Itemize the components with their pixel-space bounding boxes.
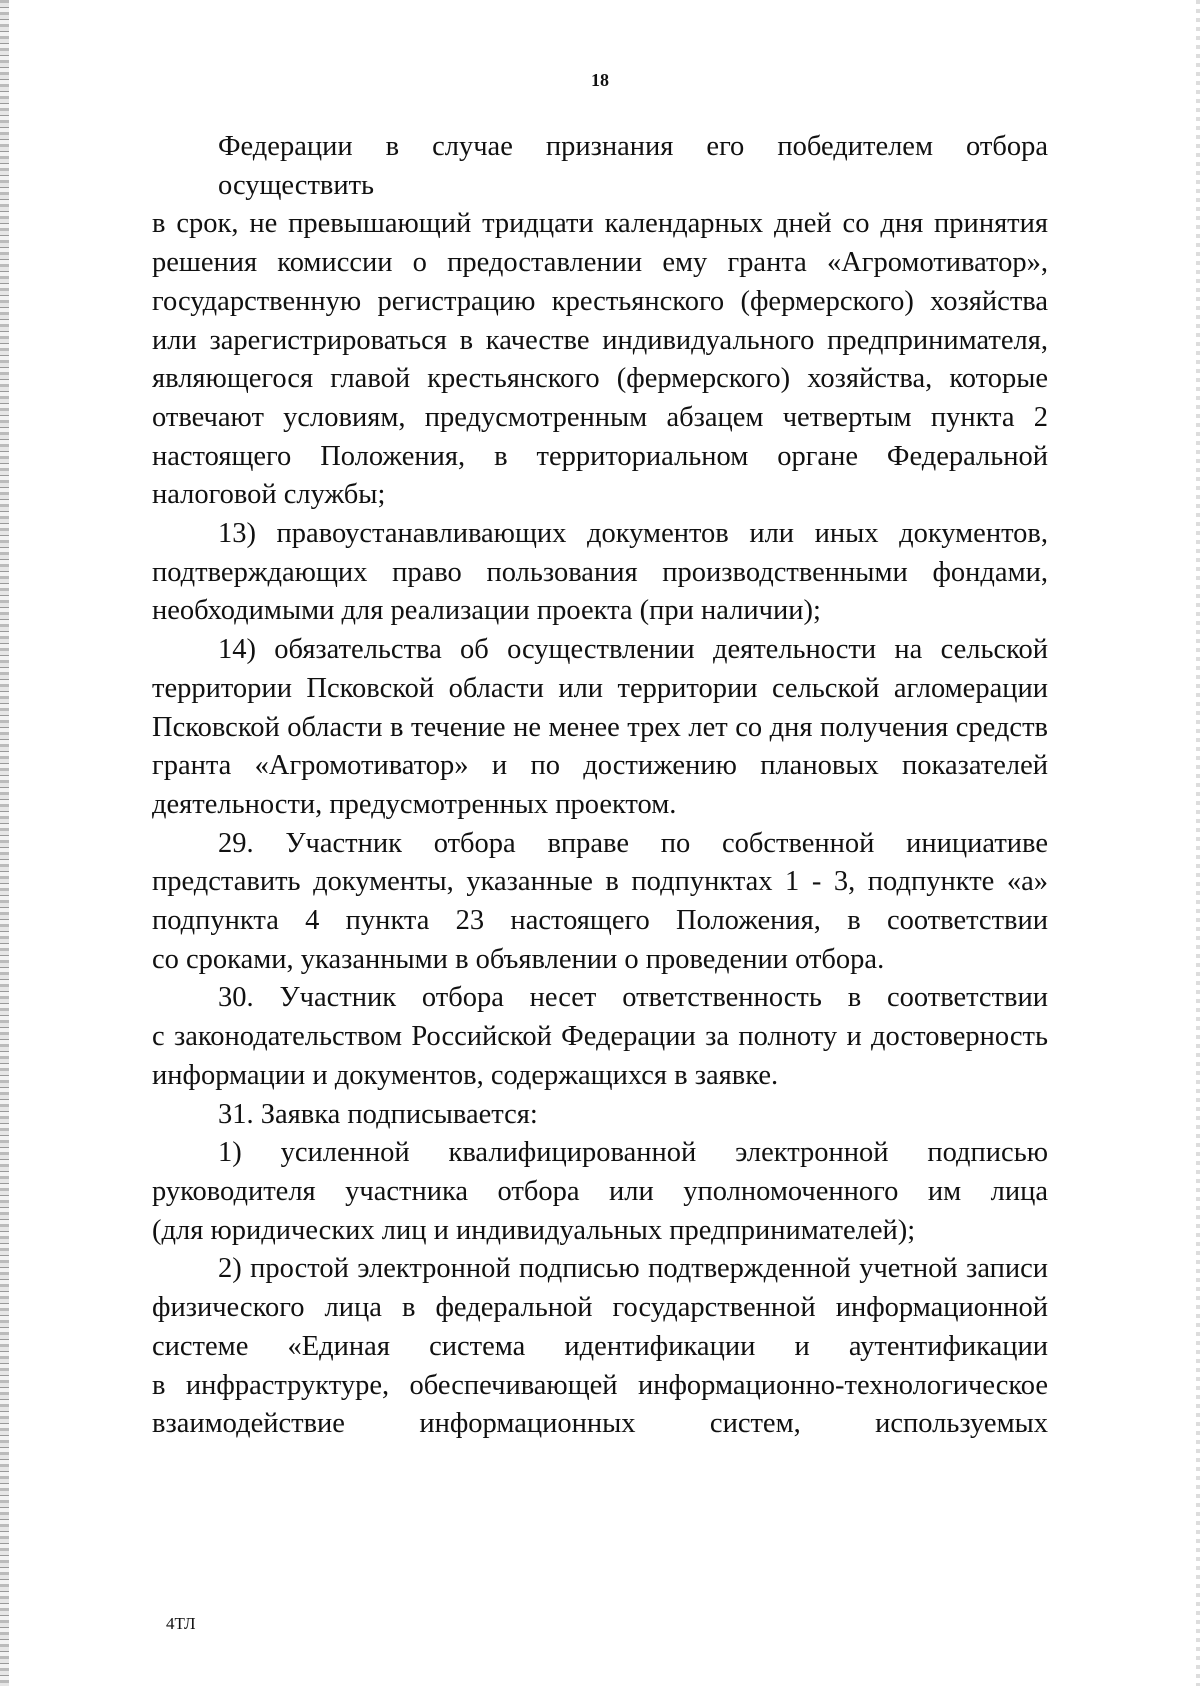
text-line: деятельности, предусмотренных проектом.	[152, 788, 677, 820]
footer-code: 4ТЛ	[166, 1614, 196, 1633]
text-line: подпункта 4 пункта 23 настоящего Положения, в соответствии	[152, 905, 1048, 937]
text-line: 1) усиленной квалифицированной электронной подписью	[218, 1137, 1048, 1169]
text-line: информации и документов, содержащихся в заявке.	[152, 1059, 779, 1091]
paragraph	[152, 515, 1048, 631]
text-line: налоговой службы;	[152, 479, 386, 511]
text-line: решения комиссии о предоставлении ему гранта «Агромотиватор»,	[152, 247, 1048, 279]
text-line: со сроками, указанными в объявлении о проведении отбора.	[152, 943, 885, 975]
paragraph	[152, 825, 1048, 980]
page-number: 18	[591, 70, 609, 90]
text-line: или зарегистрироваться в качестве индивидуального предпринимателя,	[152, 324, 1048, 356]
text-line: подтверждающих право пользования производственными фондами,	[152, 556, 1048, 588]
scan-edge-left	[0, 0, 9, 1686]
paragraph	[152, 128, 1048, 515]
text-line: с законодательством Российской Федерации за полноту и достоверность	[152, 1021, 1048, 1053]
text-line: физического лица в федеральной государственной информационной	[152, 1292, 1048, 1324]
text-line: 13) правоустанавливающих документов или иных документов,	[218, 518, 1048, 550]
text-line: государственную регистрацию крестьянского (фермерского) хозяйства	[152, 285, 1048, 317]
text-line: руководителя участника отбора или уполномоченного им лица	[152, 1175, 1048, 1207]
text-line: территории Псковской области или территории сельской агломерации	[152, 672, 1048, 704]
text-line: необходимыми для реализации проекта (при наличии);	[152, 595, 821, 627]
scan-edge-right	[1196, 0, 1200, 1686]
document-body	[152, 128, 1048, 1444]
paragraph	[152, 631, 1048, 825]
text-line: являющегося главой крестьянского (фермерского) хозяйства, которые	[152, 363, 1048, 395]
paragraph	[152, 1096, 1048, 1135]
text-line: гранта «Агромотиватор» и по достижению плановых показателей	[152, 750, 1048, 782]
text-line: в инфраструктуре, обеспечивающей информационно-технологическое	[152, 1369, 1048, 1401]
text-line: настоящего Положения, в территориальном органе Федеральной	[152, 440, 1048, 472]
text-line: 30. Участник отбора несет ответственность в соответствии	[218, 982, 1048, 1014]
paragraph	[152, 979, 1048, 1095]
text-line: системе «Единая система идентификации и аутентификации	[152, 1330, 1048, 1362]
text-line: представить документы, указанные в подпунктах 1 - 3, подпункте «а»	[152, 866, 1048, 898]
text-line: в срок, не превышающий тридцати календарных дней со дня принятия	[152, 208, 1048, 240]
text-line: Псковской области в течение не менее трех лет со дня получения средств	[152, 711, 1048, 743]
paragraph	[152, 1134, 1048, 1250]
paragraph	[152, 1250, 1048, 1444]
text-line: 29. Участник отбора вправе по собственной инициативе	[218, 827, 1048, 859]
text-line: 2) простой электронной подписью подтвержденной учетной записи	[218, 1253, 1048, 1285]
text-line: (для юридических лиц и индивидуальных предпринимателей);	[152, 1214, 916, 1246]
text-line: 14) обязательства об осуществлении деятельности на сельской	[218, 634, 1048, 666]
text-line: отвечают условиям, предусмотренным абзацем четвертым пункта 2	[152, 401, 1048, 433]
text-line: Федерации в случае признания его победителем отбора осуществить	[218, 131, 1048, 201]
text-line: взаимодействие информационных систем, используемых	[152, 1408, 1048, 1440]
text-line: 31. Заявка подписывается:	[218, 1098, 538, 1130]
